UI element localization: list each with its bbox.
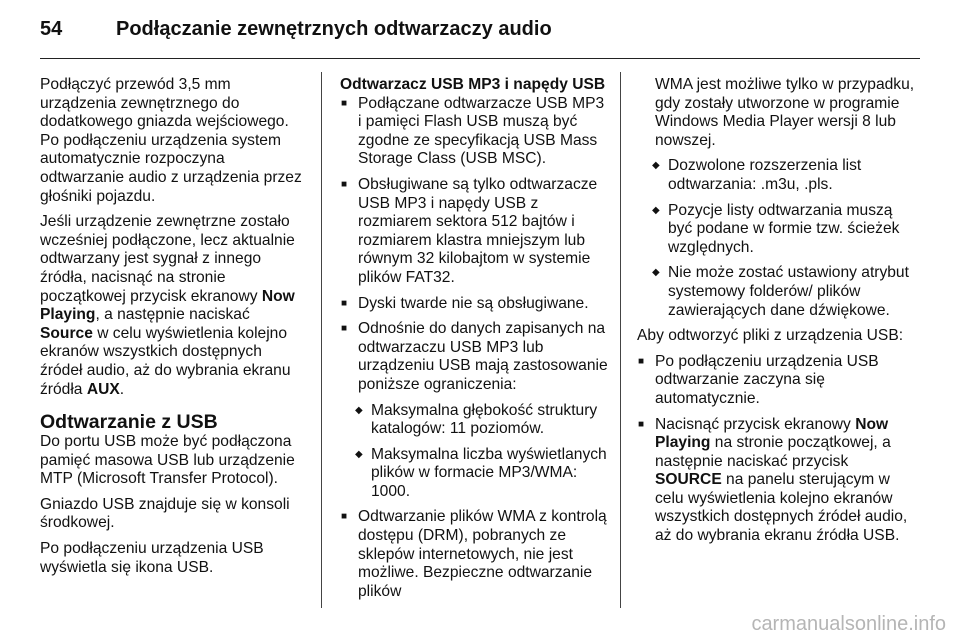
usb-icon-paragraph: Po podłączeniu urządzenia USB wyświetla się ikona USB. bbox=[40, 540, 264, 576]
page-number: 54 bbox=[40, 18, 63, 40]
list-item: ■ Odnośnie do danych zapisanych na odtwarzaczu USB MP3 lub urządzeniu USB mają zastosowanie poniższe ograniczenia: bbox=[340, 320, 608, 394]
column-divider-2 bbox=[620, 72, 621, 608]
page-header bbox=[40, 18, 920, 58]
watermark: carmanualsonline.info bbox=[751, 613, 946, 635]
list-item: ■ Nacisnąć przycisk ekranowy Now Playing na stronie początkowej, a następnie naciskać przycisk SOURCE na panelu sterującym w celu wyświetlenia kolejno ekranów wszystkich dostępnych źródeł audio, aż do wybrania ekranu źródła USB. bbox=[637, 416, 915, 546]
now-playing-term: Now Playing bbox=[40, 287, 295, 324]
usb-play-intro: Aby odtworzyć pliki z urządzenia USB: bbox=[637, 327, 904, 345]
usb-section-heading: Odtwarzanie z USB bbox=[40, 411, 218, 434]
sub-list-item: ◆ Maksymalna głębokość struktury katalogów: 11 poziomów. bbox=[340, 402, 608, 439]
list-item: ■ Obsługiwane są tylko odtwarzacze USB MP3 i napędy USB z rozmiarem sektora 512 bajtów i rozmiarem klastra mniejszym lub równym 32 kilobajtom w systemie plików FAT32. bbox=[340, 176, 608, 288]
usb-port-paragraph: Do portu USB może być podłączona pamięć masowa USB lub urządzenie MTP (Microsoft Transfer Protocol). bbox=[40, 433, 295, 488]
column-divider-1 bbox=[321, 72, 322, 608]
usb-mp3-heading: Odtwarzacz USB MP3 i napędy USB bbox=[340, 76, 606, 93]
sub-list-item: ◆ Nie może zostać ustawiony atrybut systemowy folderów/ plików zawierających dane dźwiękowe. bbox=[637, 264, 915, 320]
column-3 bbox=[637, 76, 915, 553]
column-2 bbox=[340, 76, 608, 608]
list-item: ■ Podłączane odtwarzacze USB MP3 i pamięci Flash USB muszą być zgodne ze specyfikacją USB Mass Storage Class (USB MSC). bbox=[340, 95, 608, 169]
list-item: ■ Dyski twarde nie są obsługiwane. bbox=[340, 295, 608, 314]
now-playing-term: Now Playing bbox=[655, 415, 889, 452]
aux-intro-paragraph: Podłączyć przewód 3,5 mm urządzenia zewnętrznego do dodatkowego gniazda wejściowego. Po podłączeniu urządzenia system automatycznie rozpoczyna odtwarzanie audio z urządzenia przez głośniki pojazdu. bbox=[40, 76, 302, 205]
page-title: Podłączanie zewnętrznych odtwarzaczy audio bbox=[116, 18, 552, 40]
source-term: SOURCE bbox=[655, 471, 722, 489]
source-term: Source bbox=[40, 324, 93, 342]
column-1 bbox=[40, 76, 304, 584]
sub-list-item: ◆ Dozwolone rozszerzenia list odtwarzania: .m3u, .pls. bbox=[637, 157, 915, 194]
sub-list-item: ◆ Maksymalna liczba wyświetlanych plików w formacie MP3/WMA: 1000. bbox=[340, 446, 608, 502]
usb-location-paragraph: Gniazdo USB znajduje się w konsoli środkowej. bbox=[40, 495, 290, 532]
aux-select-paragraph: Jeśli urządzenie zewnętrzne zostało wcześniej podłączone, lecz aktualnie odtwarzany jest sygnał z innego źródła, nacisnąć na stronie początkowej przycisk ekranowy Now Playing, a następnie naciskać Source w celu wyświetlenia kolejno ekranów wszystkich dostępnych źródeł audio, aż do wybrania ekranu źródła AUX. bbox=[40, 213, 295, 398]
aux-term: AUX bbox=[86, 380, 120, 398]
list-item: ■ Po podłączeniu urządzenia USB odtwarzanie zaczyna się automatycznie. bbox=[637, 353, 915, 409]
list-item: ■ Odtwarzanie plików WMA z kontrolą dostępu (DRM), pobranych ze sklepów internetowych, nie jest możliwe. Bezpieczne odtwarzanie plików bbox=[340, 508, 608, 601]
header-divider bbox=[40, 58, 920, 59]
sub-list-item: ◆ Pozycje listy odtwarzania muszą być podane w formie tzw. ścieżek względnych. bbox=[637, 202, 915, 258]
list-item-continuation: WMA jest możliwe tylko w przypadku, gdy zostały utworzone w programie Windows Media Player wersji 8 lub nowszej. bbox=[655, 76, 915, 149]
